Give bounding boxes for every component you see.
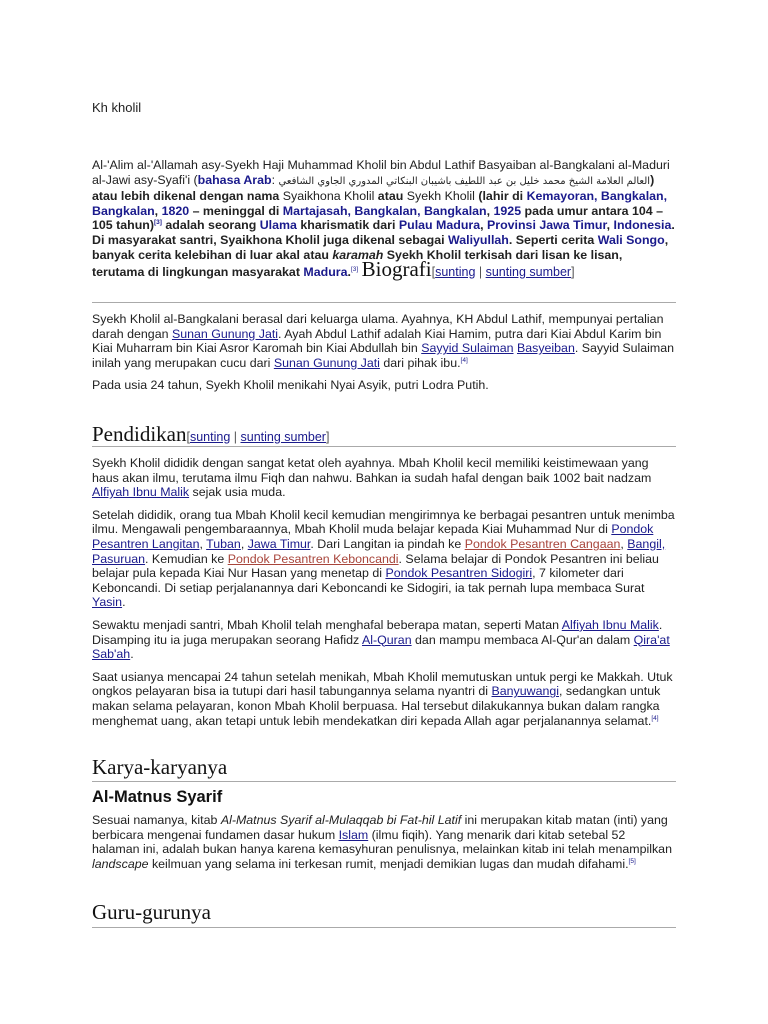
text: Sesuai namanya, kitab (92, 813, 221, 827)
citation-4b[interactable]: [4] (651, 714, 659, 722)
text: Syekh Kholil al-Bangkalani berasal dari keluarga ulama. Ayahnya, KH Abdul Lathif, mempunyai pertalian darah dengan (92, 312, 664, 341)
text: dari pihak ibu. (379, 355, 461, 370)
text: , sedangkan untuk makan selama pelayaran, konon Mbah Kholil berpuasa. Hal tersebut dilakukannya bukan dalam rangka menghemat uang, akan tetapi untuk lebih mendekatkan diri kepada Allah agar perjalanannya selamat. (92, 684, 661, 728)
text: Sewaktu menjadi santri, Mbah Kholil telah menghafal beberapa matan, seperti Matan (92, 617, 562, 632)
separator: | (475, 265, 486, 280)
edit-source-link[interactable]: sunting sumber (240, 430, 326, 444)
intro-text: . Seperti cerita (508, 232, 598, 247)
link-keboncandi[interactable]: Pondok Pesantren Keboncandi (227, 551, 399, 566)
link-sunan-gunung-jati-2[interactable]: Sunan Gunung Jati (273, 355, 380, 370)
link-1820[interactable]: 1820 (161, 203, 190, 218)
citation-3[interactable]: [3] (153, 219, 162, 227)
intro-text: (lahir di (474, 189, 527, 204)
text: keilmuan yang selama ini terkesan rumit, menjadi demikian lugas dan mudah difahami. (148, 856, 629, 871)
guru-heading-row (92, 900, 676, 925)
text: Saat usianya mencapai 24 tahun setelah menikah, Mbah Kholil memutuskan untuk pergi ke Makkah. Utuk ongkos pelayaran bisa ia tutupi dari hasil tabungannya selama nyantri di (92, 669, 673, 699)
heading-biografi: Biografi (361, 257, 432, 282)
link-kemayoran[interactable]: Kemayoran, Bangkalan, Bangkalan (92, 189, 668, 218)
link-qiraat[interactable]: Qira'at Sab'ah (92, 632, 670, 662)
karya-heading-row (92, 755, 676, 780)
link-langitan[interactable]: Pondok Pesantren Langitan (92, 522, 654, 551)
intro-text: , (154, 203, 162, 218)
heading-pendidikan: Pendidikan (92, 422, 187, 446)
link-al-quran[interactable]: Al-Quran (362, 632, 412, 647)
link-martajasah[interactable]: Martajasah, Bangkalan, Bangkalan (282, 203, 487, 218)
intro-text: , (606, 218, 614, 233)
text: , (199, 536, 207, 551)
text: Syekh Kholil dididik dengan sangat ketat oleh ayahnya. Mbah Kholil kecil memiliki keistimewaan yang haus akan ilmu, terutama ilmu Fiqh dan nahwu. Bahkan ia sudah hafal dengan baik 1002 bait nadzam (92, 456, 652, 485)
intro-text: ) atau lebih dikenal dengan nama (92, 172, 655, 204)
link-sayyid-sulaiman[interactable]: Sayyid Sulaiman (421, 341, 514, 356)
intro-text: atau (374, 189, 407, 204)
heading-karya: Karya-karyanya (92, 755, 228, 779)
pendidikan-paragraph-4 (92, 670, 676, 728)
intro-text: Syekh Kholil terkisah dari lisan ke lisan, terutama di lingkungan masyarakat (92, 247, 623, 280)
bracket: [ (186, 430, 190, 444)
pendidikan-paragraph-1 (92, 456, 676, 500)
link-provinsi[interactable]: Provinsi Jawa Timur (487, 218, 607, 233)
biografi-paragraph-1 (92, 312, 676, 370)
biografi-section (92, 312, 676, 393)
intro-text: adalah seorang (161, 218, 260, 233)
text: , (620, 536, 628, 551)
heading-rule (92, 781, 676, 782)
citation-5[interactable]: [5] (628, 857, 636, 865)
pendidikan-paragraph-2 (92, 508, 676, 610)
link-pulau-madura[interactable]: Pulau Madura (398, 218, 481, 233)
matnus-heading-row (92, 788, 676, 807)
kitab-title: Al-Matnus Syarif al-Mulaqqab bi Fat-hil Latif (220, 813, 462, 827)
text: . Ayah Abdul Lathif adalah Kiai Hamim, putra dari Kiai Abdul Karim bin Kiai Muharram bin Kiai Asror Karomah bin Kiai Abdullah bin (92, 326, 662, 356)
link-tuban[interactable]: Tuban (206, 536, 241, 551)
edit-links-biografi (432, 265, 575, 279)
text: . (130, 647, 134, 662)
link-alfiyah-2[interactable]: Alfiyah Ibnu Malik (561, 617, 659, 632)
text: . Dari Langitan ia pindah ke (310, 536, 465, 551)
intro-text: kharismatik dari (296, 218, 399, 233)
intro-text: Al-'Alim al-'Allamah asy-Syekh Haji Muhammad Kholil bin Abdul Lathif Basyaiban al-Bangkalani al-Maduri al-Jawi asy-Syafi'i ( (92, 158, 670, 187)
link-cangaan[interactable]: Pondok Pesantren Cangaan (464, 536, 621, 551)
text: Setelah dididik, orang tua Mbah Kholil kecil kemudian mengirimnya ke berbagai pesantren untuk menimba ilmu. Mengawali pengembaraannya, Mbah Kholil muda belajar kepada Kiai Muhammad Nur di (92, 507, 675, 537)
karya-section (92, 813, 676, 871)
intro-text: , banyak cerita kelebihan di luar akal atau (92, 232, 669, 262)
link-banyuwangi[interactable]: Banyuwangi (491, 684, 560, 699)
landscape-text: landscape (92, 856, 149, 871)
link-jawa-timur[interactable]: Jawa Timur (247, 536, 311, 551)
text: , 7 kilometer dari Keboncandi. Di setiap perjalanannya dari Keboncandi ke Sidogiri, ia tak pernah lupa membaca Surat (92, 566, 645, 595)
citation-3b[interactable]: [3] (350, 266, 359, 274)
text: , (240, 536, 248, 551)
text: . Selama belajar di Pondok Pesantren ini beliau belajar pula kepada Kiai Nur Hasan yang menetap di (92, 551, 659, 581)
pendidikan-section (92, 456, 676, 728)
link-islam[interactable]: Islam (338, 827, 369, 842)
pendidikan-paragraph-3 (92, 618, 676, 662)
intro-text: , (480, 218, 487, 233)
biografi-paragraph-2: Pada usia 24 tahun, Syekh Kholil menikahi Nyai Asyik, putri Lodra Putih. (92, 378, 489, 393)
link-bangil[interactable]: Bangil, Pasuruan (92, 536, 666, 566)
link-yasin[interactable]: Yasin (92, 595, 123, 610)
text: . Sayyid Sulaiman inilah yang merupakan cucu dari (92, 341, 675, 370)
text: (ilmu fiqih). Yang menarik dari kitab setebal 52 halaman ini, adalah bukan hanya karena kemasyhuran penulisnya, melainkan kitab ini telah menampilkan (92, 827, 672, 857)
intro-text: pada umur antara 104 – 105 tahun) (92, 203, 663, 233)
document-title: Kh kholil (92, 100, 142, 115)
intro-text: : (271, 172, 279, 187)
heading-al-matnus-syarif: Al-Matnus Syarif (92, 788, 223, 806)
intro-text: – meninggal di (189, 203, 283, 218)
pendidikan-heading-row (92, 422, 676, 447)
text: . (122, 595, 126, 610)
text: ini merupakan kitab matan (inti) yang berbicara mengenai fundamen dasar hukum (92, 813, 668, 842)
heading-rule (92, 446, 676, 447)
link-1925[interactable]: 1925 (493, 203, 522, 218)
link-wali-songo[interactable]: Wali Songo (597, 232, 665, 247)
link-indonesia[interactable]: Indonesia (613, 218, 672, 233)
edit-links-pendidikan (187, 430, 330, 444)
intro-name: Syaikhona Kholil (282, 189, 375, 204)
arabic-name: العالم العلامة الشيخ محمد خليل بن عبد اللطيف باشيبان البنكاتي المدوري الجاوي الشافعي (278, 175, 651, 187)
intro-name: Syekh Kholil (406, 189, 475, 204)
heading-rule (92, 927, 676, 928)
link-madura[interactable]: Madura (303, 265, 348, 280)
text: dan mampu membaca Al-Qur'an dalam (411, 632, 634, 647)
heading-guru: Guru-gurunya (92, 900, 211, 924)
text: . Kemudian ke (145, 551, 228, 566)
edit-link[interactable]: sunting (189, 430, 231, 444)
intro-text: . Di masyarakat santri, Syaikhona Kholil juga dikenal sebagai (92, 218, 675, 247)
bracket: ] (325, 430, 330, 444)
citation-4[interactable]: [4] (460, 356, 468, 364)
intro-text: , (486, 203, 494, 218)
link-ulama[interactable]: Ulama (259, 218, 297, 233)
karamah-text: karamah (332, 247, 384, 262)
link-sidogiri[interactable]: Pondok Pesantren Sidogiri (385, 566, 533, 581)
separator: | (230, 430, 241, 444)
text: sejak usia muda. (189, 485, 286, 500)
bracket: [ (431, 265, 436, 280)
link-basyeiban[interactable]: Basyeiban (516, 341, 575, 356)
edit-source-link[interactable]: sunting sumber (485, 265, 572, 280)
intro-paragraph (92, 158, 676, 280)
link-alfiyah[interactable]: Alfiyah Ibnu Malik (92, 485, 190, 500)
karya-paragraph (92, 813, 676, 871)
edit-link[interactable]: sunting (435, 265, 476, 280)
link-sunan-gunung-jati[interactable]: Sunan Gunung Jati (171, 326, 279, 341)
text: . Disamping itu ia juga merupakan seorang Hafidz (92, 617, 663, 647)
heading-rule (92, 302, 676, 303)
link-waliyullah[interactable]: Waliyullah (448, 232, 509, 247)
link-bahasa-arab[interactable]: bahasa Arab (197, 172, 272, 187)
bracket: ] (571, 265, 575, 280)
intro-text: . (347, 265, 351, 280)
